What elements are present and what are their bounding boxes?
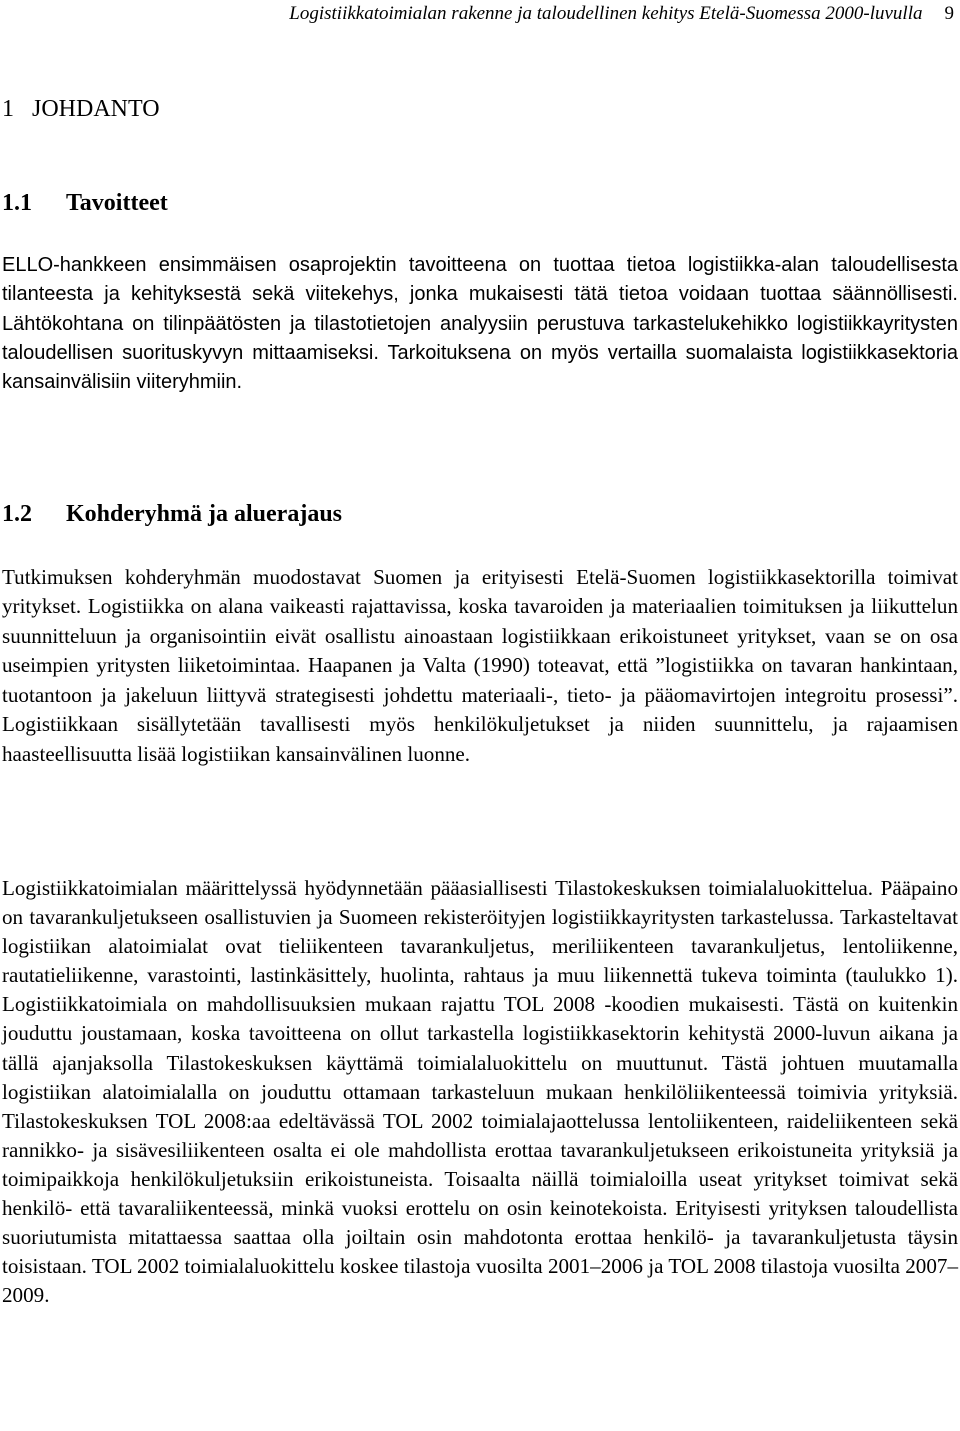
body-paragraph-target-group: Tutkimuksen kohderyhmän muodostavat Suomen ja erityisesti Etelä-Suomen logistiikkasektorilla toimivat yritykset. Logistiikka on alana vaikeasti rajattavissa, koska tavaroiden ja materiaalien toimituksen ja liikuttelun suunnitteluun ja organisointiin eivät osallistu ainoastaan logistiikkaan erikoistuneet yritykset, vaan se on osa useimpien yritysten liiketoimintaa. Haapanen ja Valta (1990) toteavat, että ”logistiikka on tavaran hankintaan, tuotantoon ja jakeluun liittyvä strategisesti johdettu materiaali-, tieto- ja pääomavirtojen integroitu prosessi”. Logistiikkaan sisällytetään tavallisesti myös henkilökuljetukset ja niiden suunnittelu, ja rajaamisen haasteellisuutta lisää logistiikan kansainvälinen luonne. xyxy=(2,565,958,766)
body-paragraph-goals: ELLO-hankkeen ensimmäisen osaprojektin tavoitteena on tuottaa tietoa logistiikka-alan taloudellisesta tilanteesta ja kehityksestä sekä viitekehys, jonka mukaisesti tätä tietoa voidaan tuottaa säännöllisesti. Lähtökohtana on tilinpäätösten ja tilastotietojen analyysiin perustuva tarkastelukehikko logistiikkayritysten taloudellisen suorituskyvyn mittaamiseksi. Tarkoituksena on myös vertailla suomalaista logistiikkasektoria kansainvälisiin viiteryhmiin. xyxy=(2,254,958,394)
section-heading-goals xyxy=(2,188,168,218)
page-number: 9 xyxy=(944,3,954,24)
section-number: 1.2 xyxy=(2,501,32,527)
section-title: Kohderyhmä ja aluerajaus xyxy=(66,501,342,527)
running-header-title: Logistiikkatoimialan rakenne ja taloudellinen kehitys Etelä-Suomessa 2000-luvulla xyxy=(289,3,923,24)
section-number: 1.1 xyxy=(2,190,32,216)
chapter-heading xyxy=(2,94,160,124)
body-paragraph-industry-definition: Logistiikkatoimialan määrittelyssä hyödynnetään pääasiallisesti Tilastokeskuksen toimialaluokittelua. Pääpaino on tavarankuljetukseen osallistuvien ja Suomeen rekisteröityjen logistiikkayritysten tarkastelussa. Tarkasteltavat logistiikan alatoimialat ovat tieliikenteen tavarankuljetus, meriliikenteen tavarankuljetus, lentoliikenne, rautatieliikenne, varastointi, lastinkäsittely, huolinta, rahtaus ja muu liikennettä tukeva toiminta (taulukko 1). Logistiikkatoimiala on mahdollisuuksien mukaan rajattu TOL 2008 -koodien mukaisesti. Tästä on kuitenkin jouduttu joustamaan, koska tavoitteena on ollut tarkastella logistiikkasektorin kehitystä 2000-luvun aikana ja tällä ajanjaksolla Tilastokeskuksen käyttämä toimialaluokittelu on muuttunut. Tästä johtuen muutamalla logistiikan alatoimialalla on jouduttu ottamaan tarkasteluun mukaan henkilöliikenteessä toimivia yrityksiä. Tilastokeskuksen TOL 2008:aa edeltävässä TOL 2002 toimialajaottelussa lentoliikenteen, raideliikenteen sekä rannikko- ja sisävesiliikenteen osalta ei ole mahdollista erottaa tavarankuljetukseen erikoistuneita yrityksiä ja toimipaikkoja henkilökuljetuksiin erikoistuneista. Toisaalta näillä toimialoilla useat yritykset toimivat sekä henkilö- että tavaraliikenteessä, minkä vuoksi erottelu on osin keinotekoista. Erityisesti yrityksen taloudellista suoriutumista mitattaessa saattaa olla joiltain osin mahdotonta erottaa henkilö- ja tavarankuljetusta täysin toisistaan. TOL 2002 toimialaluokittelu koskee tilastoja vuosilta 2001–2006 ja TOL 2008 tilastoja vuosilta 2007–2009. xyxy=(2,876,958,1308)
chapter-number: 1 xyxy=(2,96,14,122)
chapter-title: JOHDANTO xyxy=(32,96,160,122)
section-title: Tavoitteet xyxy=(66,190,168,216)
section-heading-target-group xyxy=(2,499,342,529)
running-header xyxy=(289,2,954,26)
